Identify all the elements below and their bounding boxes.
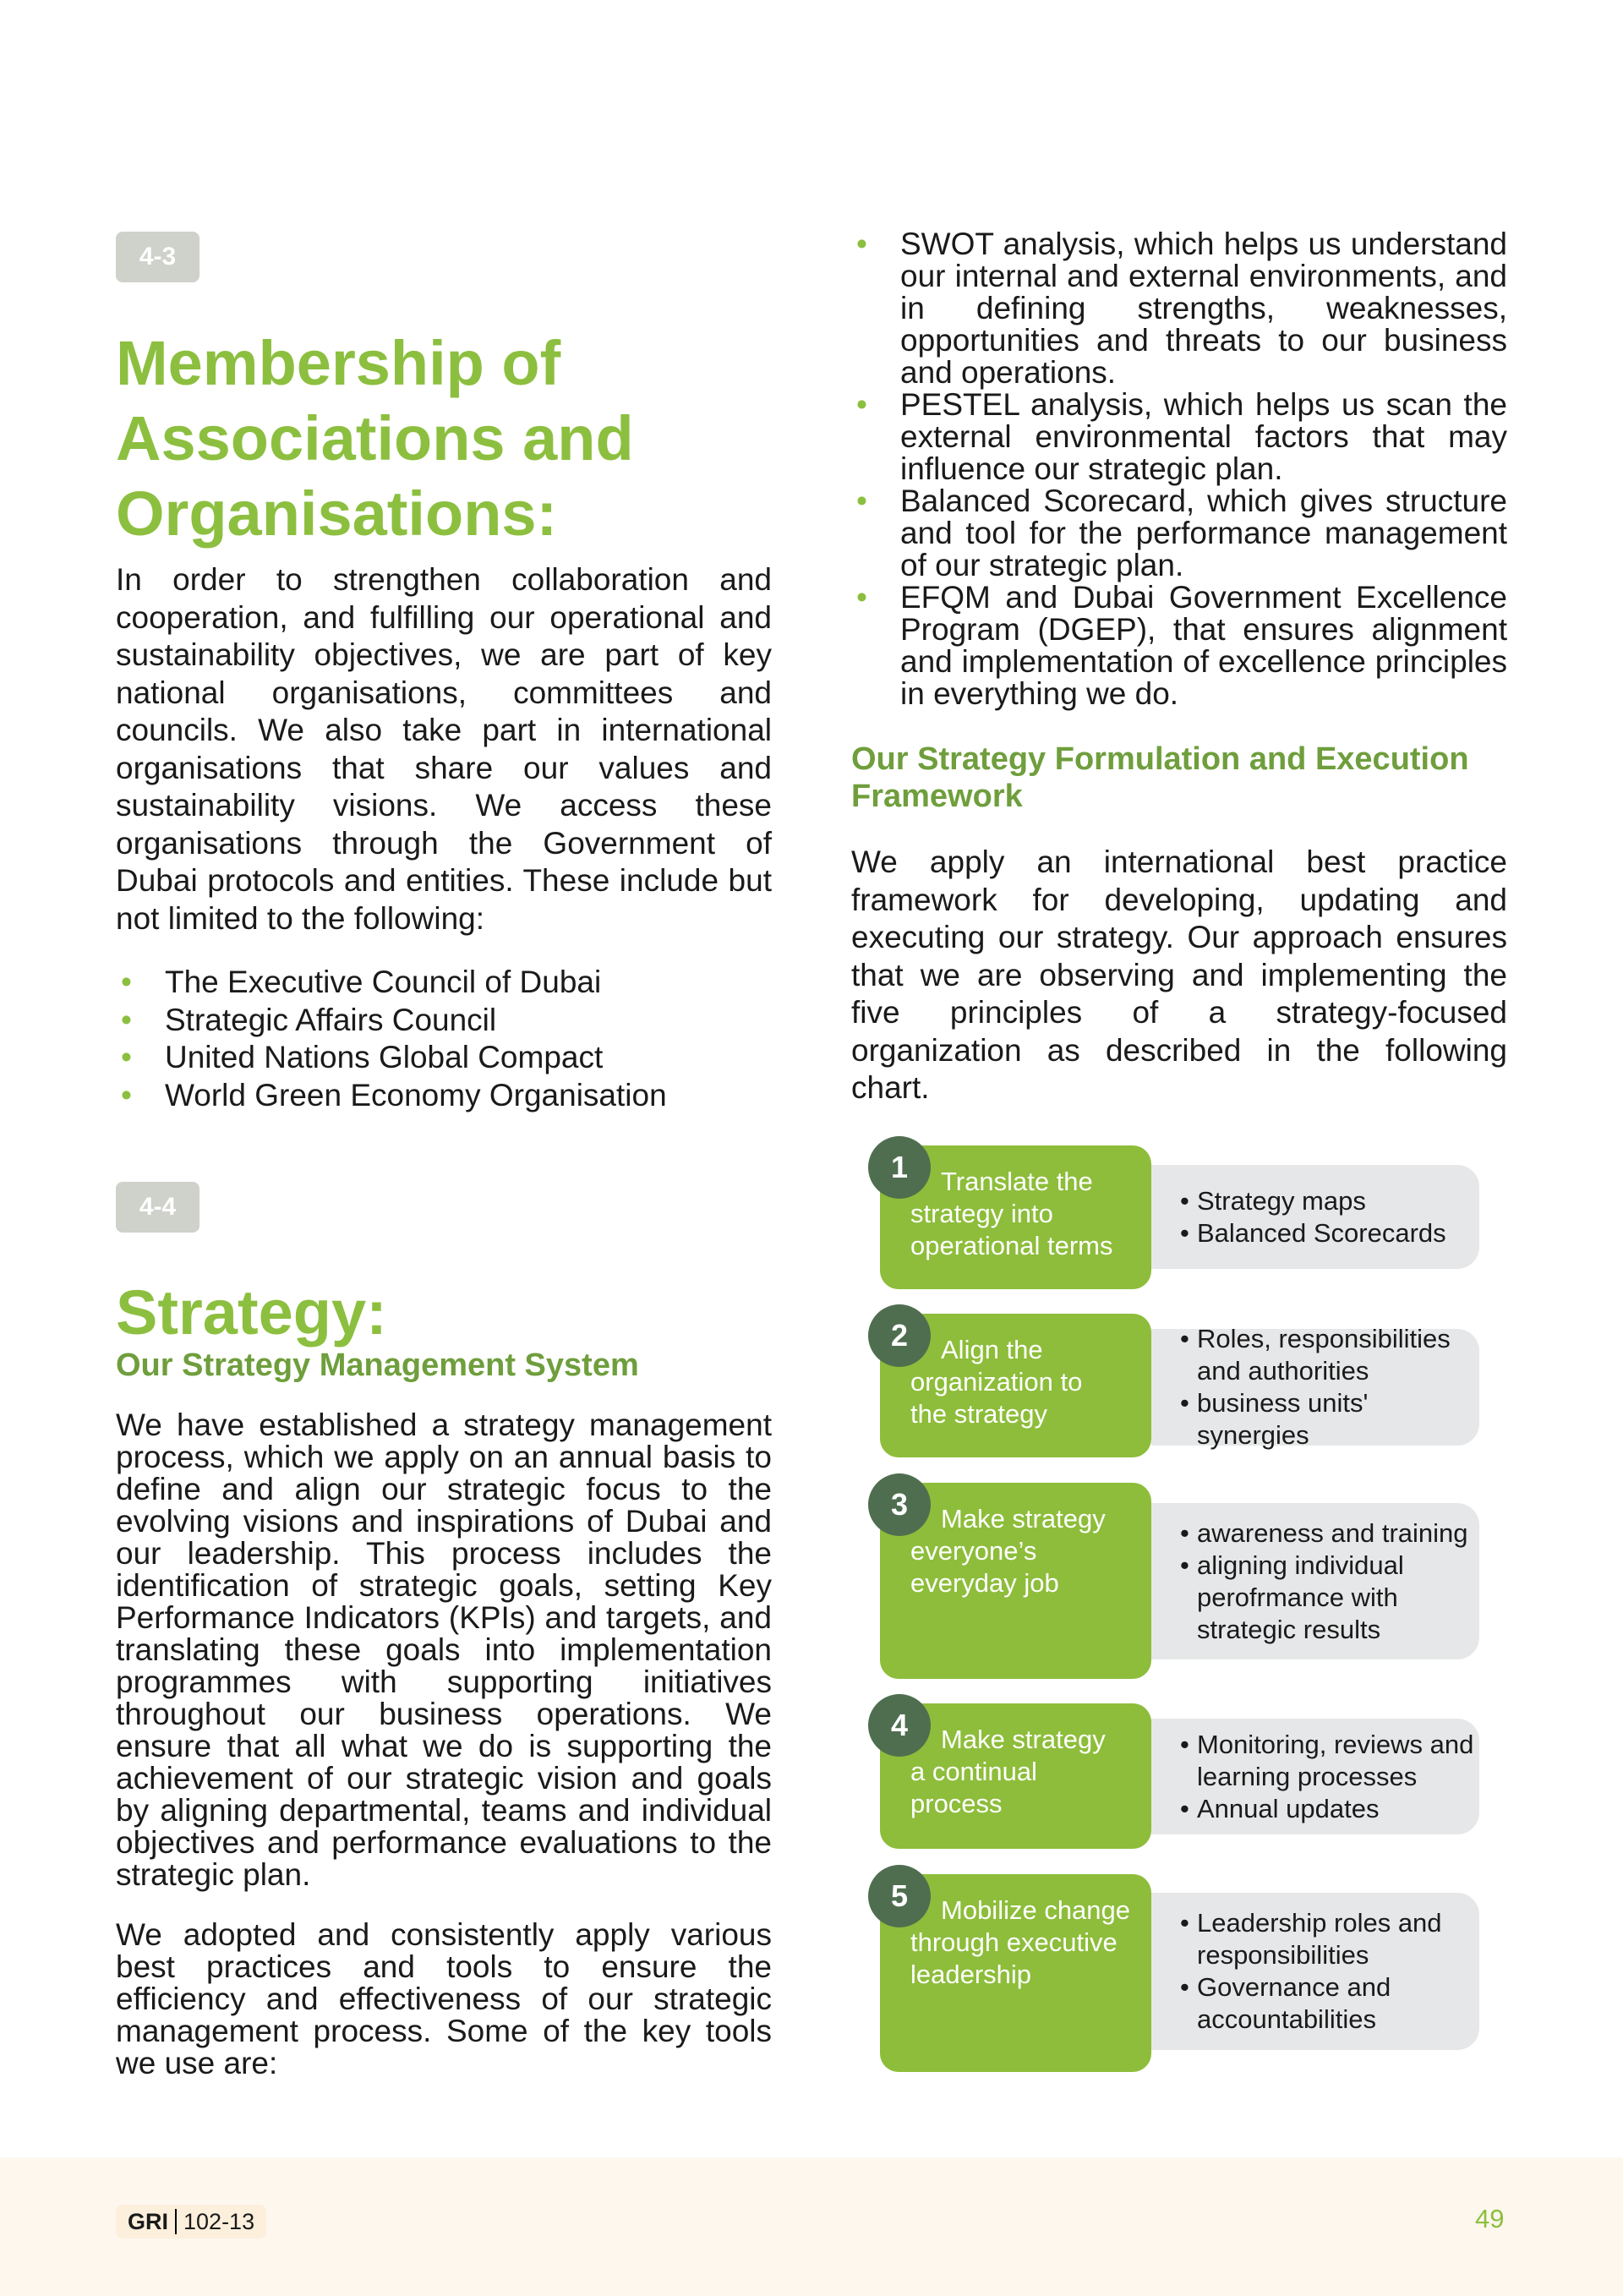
step-label: Translate the: [941, 1167, 1093, 1196]
page-number: 49: [1475, 2204, 1505, 2233]
step-number: 2: [868, 1304, 931, 1367]
step-details: [1151, 1893, 1479, 2050]
list-item: • The Executive Council of Dubai: [121, 965, 602, 999]
footer: [0, 2157, 1623, 2296]
step-label: leadership: [910, 1960, 1032, 1989]
title-line: Organisations:: [116, 478, 558, 549]
step-label: everyone’s: [910, 1536, 1037, 1566]
step-label: a continual: [910, 1757, 1037, 1786]
list-item: • SWOT analysis, which helps us understand our internal and external environments, and in defining strengths, weaknesses, opportunities and threats to our business and operations.: [856, 227, 1507, 390]
section-subtitle: Our Strategy Management System: [116, 1348, 639, 1383]
membership-list: [116, 964, 772, 1114]
strategy-paragraph: We have established a strategy management process, which we apply on an annual basis to define and align our strategic focus to the evolving visions and inspirations of Dubai and our leadership. This process includes the identification of strategic goals, setting Key Performance Indicators (KPIs) and targets, and translating these goals into implementation programmes with supporting initiatives throughout our business operations. We ensure that all what we do is supporting the achievement of our strategic vision and goals by aligning departmental, teams and individual objectives and performance evaluations to the strategic plan.: [116, 1408, 772, 1892]
step-point: • Leadership roles and responsibilities: [1180, 1907, 1479, 1971]
step-point: • Balanced Scorecards: [1180, 1217, 1479, 1249]
step-number: 4: [868, 1694, 931, 1757]
step-details: [1151, 1324, 1479, 1450]
list-item: • Strategic Affairs Council: [121, 1002, 497, 1037]
step-details: [1151, 1165, 1479, 1269]
title-line: Associations and: [116, 403, 634, 473]
step-label: Make strategy: [941, 1504, 1106, 1533]
step-label: process: [910, 1789, 1003, 1818]
step-point: • Monitoring, reviews and learning processes: [1180, 1729, 1479, 1793]
list-item: • World Green Economy Organisation: [121, 1077, 667, 1112]
gri-label: GRI: [128, 2209, 169, 2234]
step-label: organization to: [910, 1367, 1083, 1397]
step-number: 3: [868, 1473, 931, 1536]
step-point: • Governance and accountabilities: [1180, 1971, 1479, 2036]
step-label: strategy into: [910, 1199, 1053, 1228]
section-title: [116, 325, 775, 551]
tools-paragraph: We adopted and consistently apply various best practices and tools to ensure the efficiency and effectiveness of our strategic management process. Some of the key tools we use are:: [116, 1917, 772, 2080]
step-label: everyday job: [910, 1568, 1059, 1598]
list-item: • EFQM and Dubai Government Excellence Program (DGEP), that ensures alignment and implementation of excellence principles in everything we do.: [856, 580, 1507, 711]
list-item: • PESTEL analysis, which helps us scan the external environmental factors that may influence our strategic plan.: [856, 387, 1507, 486]
tools-list: [851, 228, 1507, 710]
section-title: Strategy:: [116, 1277, 387, 1348]
step-point: • Annual updates: [1180, 1793, 1479, 1825]
step-label: the strategy: [910, 1399, 1047, 1429]
step-point: • Strategy maps: [1180, 1185, 1479, 1217]
step-label: Align the: [941, 1335, 1043, 1364]
framework-heading: Our Strategy Formulation and Execution Framework: [851, 741, 1469, 814]
step-point: • aligning individual perofrmance with strategic results: [1180, 1550, 1479, 1646]
step-label: Mobilize change: [941, 1895, 1131, 1925]
step-label: through executive: [910, 1927, 1118, 1957]
gri-code: 102-13: [183, 2209, 255, 2234]
step-point: • awareness and training: [1180, 1517, 1479, 1550]
gri-badge: [116, 2205, 266, 2239]
list-item: • Balanced Scorecard, which gives structure and tool for the performance management of our strategic plan.: [856, 484, 1507, 582]
section-badge: 4-3: [116, 232, 199, 282]
step-number: 5: [868, 1865, 931, 1927]
step-details: [1151, 1503, 1479, 1659]
framework-paragraph: We apply an international best practice framework for developing, updating and executing our strategy. Our approach ensures that we are observing and implementing the five principles of a strategy-focused organization as described in the following chart.: [851, 845, 1507, 1105]
title-line: Membership of: [116, 328, 561, 398]
step-label: operational terms: [910, 1231, 1113, 1260]
membership-paragraph: In order to strengthen collaboration and cooperation, and fulfilling our operational and sustainability objectives, we are part of key national organisations, committees and councils. We also take part in international organisations that share our values and sustainability visions. We access these organisations through the Government of Dubai protocols and entities. These include but not limited to the following:: [116, 562, 772, 936]
step-number: 1: [868, 1136, 931, 1199]
step-label: Make strategy: [941, 1725, 1106, 1754]
list-item: • United Nations Global Compact: [121, 1040, 604, 1074]
section-badge: 4-4: [116, 1182, 199, 1233]
step-details: [1151, 1719, 1479, 1834]
step-point: • business units' synergies: [1180, 1387, 1479, 1451]
step-point: • Roles, responsibilities and authorities: [1180, 1323, 1479, 1387]
